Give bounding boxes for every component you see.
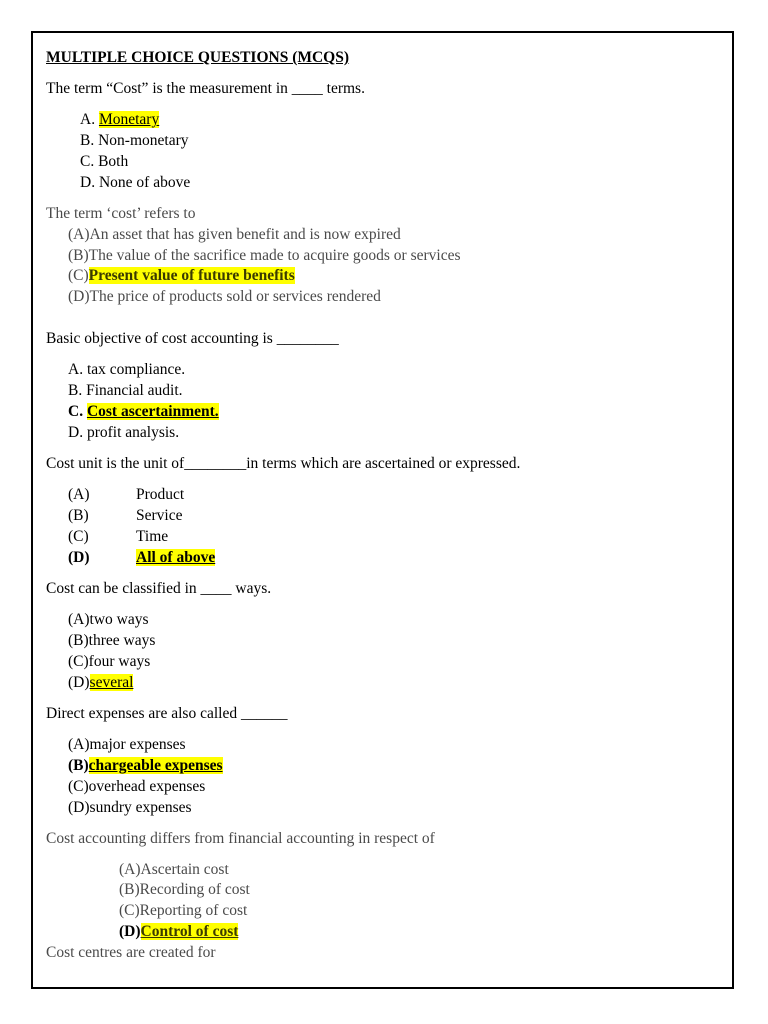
q3-option-c: C. Cost ascertainment. xyxy=(68,403,219,420)
q2-option-d: (D)The price of products sold or services rendered xyxy=(68,288,381,305)
question-8: Cost centres are created for xyxy=(46,944,216,961)
q4-option-b-label: (B) xyxy=(68,507,89,524)
q3-option-a: A. tax compliance. xyxy=(68,361,186,378)
question-2: The term ‘cost’ refers to xyxy=(46,205,196,222)
q1-option-c: C. Both xyxy=(80,153,129,170)
q4-option-a-label: (A) xyxy=(68,486,90,503)
q6-option-a: (A)major expenses xyxy=(68,736,186,753)
q1-answer: Monetary xyxy=(98,111,160,128)
q4-option-c: Time xyxy=(136,528,169,545)
question-6: Direct expenses are also called ______ xyxy=(46,705,288,722)
q6-option-b: (B)chargeable expenses xyxy=(68,757,223,774)
q2-option-c: (C)Present value of future benefits xyxy=(68,267,295,284)
q7-answer: Control of cost xyxy=(140,923,239,940)
q1-option-b: B. Non-monetary xyxy=(80,132,189,149)
question-5: Cost can be classified in ____ ways. xyxy=(46,580,272,597)
q3-option-d: D. profit analysis. xyxy=(68,424,180,441)
q1-option-a: A. Monetary xyxy=(80,111,160,128)
q4-option-b: Service xyxy=(136,507,183,524)
q7-option-b: (B)Recording of cost xyxy=(119,881,250,898)
q2-option-a: (A)An asset that has given benefit and is now expired xyxy=(68,226,401,243)
q3-answer: Cost ascertainment. xyxy=(86,403,219,420)
document-title: MULTIPLE CHOICE QUESTIONS (MCQS) xyxy=(46,49,350,66)
question-4: Cost unit is the unit of________in terms which are ascertained or expressed. xyxy=(46,455,521,472)
q2-option-b: (B)The value of the sacrifice made to acquire goods or services xyxy=(68,247,461,264)
q7-option-a: (A)Ascertain cost xyxy=(119,861,229,878)
q4-option-d xyxy=(136,548,215,568)
q4-option-c-label: (C) xyxy=(68,528,89,545)
q5-option-d: (D)several xyxy=(68,674,134,691)
q4-option-a: Product xyxy=(136,486,185,503)
q5-answer: several xyxy=(89,674,134,691)
q6-option-c: (C)overhead expenses xyxy=(68,778,206,795)
q4-option-d-label: (D) xyxy=(68,549,90,566)
q7-option-d: (D)Control of cost xyxy=(119,923,239,940)
q6-answer: chargeable expenses xyxy=(88,757,223,774)
q5-option-a: (A)two ways xyxy=(68,611,149,628)
q3-option-b: B. Financial audit. xyxy=(68,382,183,399)
q5-option-c: (C)four ways xyxy=(68,653,151,670)
q5-option-b: (B)three ways xyxy=(68,632,156,649)
q6-option-d: (D)sundry expenses xyxy=(68,799,192,816)
q4-answer: All of above xyxy=(136,549,216,566)
question-1: The term “Cost” is the measurement in ____ terms. xyxy=(46,80,365,97)
q7-option-c: (C)Reporting of cost xyxy=(119,902,248,919)
question-3: Basic objective of cost accounting is ________ xyxy=(46,330,339,347)
q1-option-d: D. None of above xyxy=(80,174,191,191)
q2-answer: Present value of future benefits xyxy=(88,267,295,284)
question-7: Cost accounting differs from financial accounting in respect of xyxy=(46,830,435,847)
